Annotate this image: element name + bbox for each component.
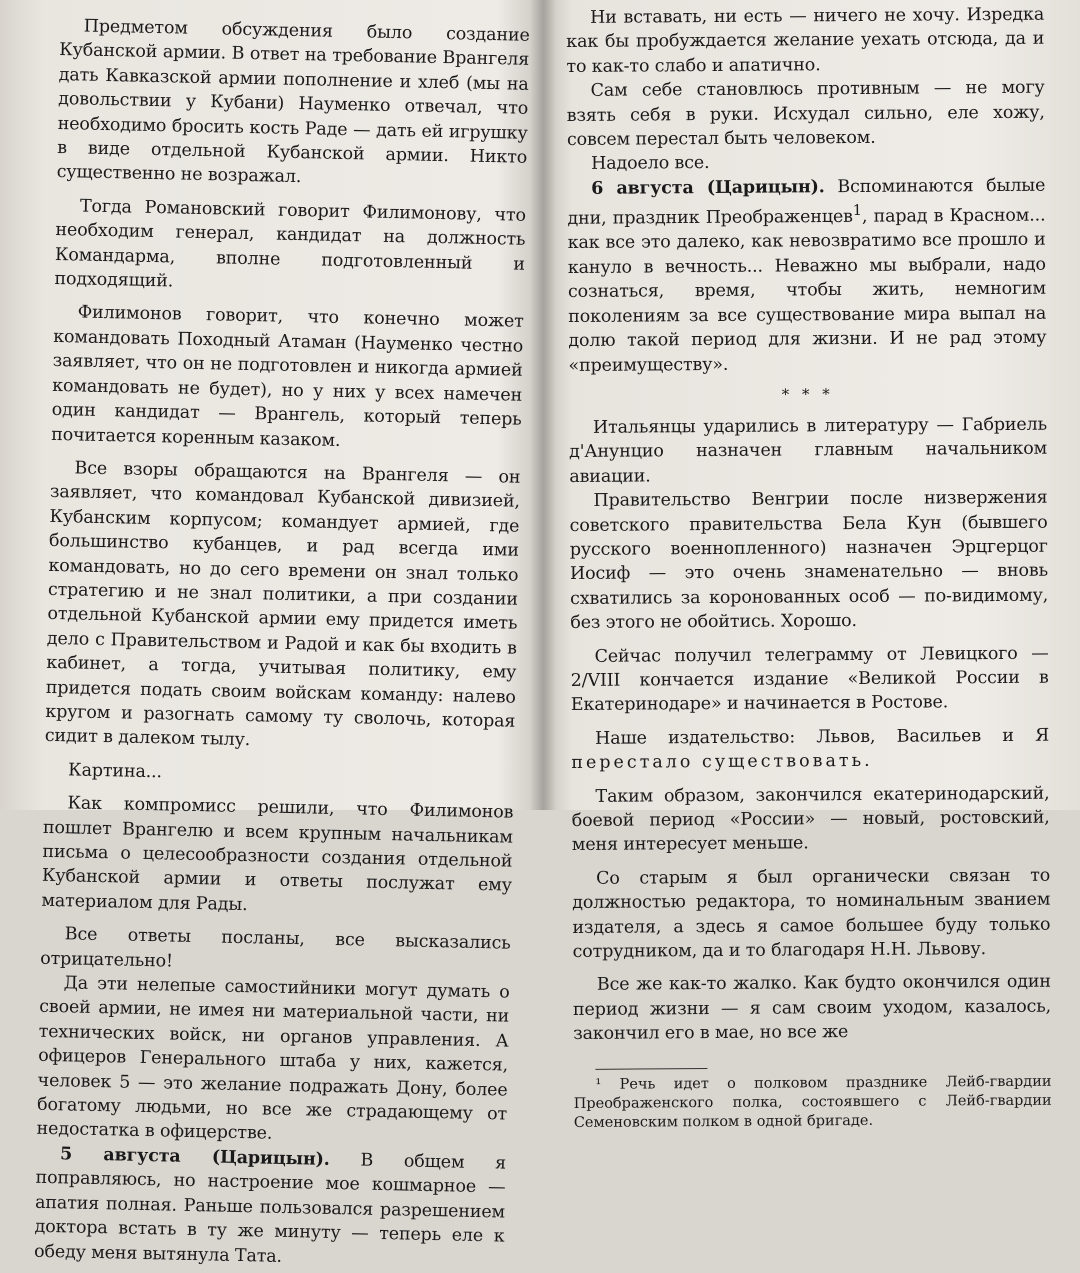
paragraph-continuation: Ни вставать, ни есть — ничего не хочу. Изредка как бы пробуждается желание уехать отсюда, да и то как-то слабо и апатично. — [566, 4, 1045, 77]
paragraph: Тогда Романовский говорит Филимонову, что необходим генерал, кандидат на должность Командарма, вполне подготовленный и подходящий. — [54, 196, 527, 292]
dated-entry — [34, 1142, 506, 1273]
section-separator: * * * — [781, 385, 834, 404]
paragraph: Все же как-то жалко. Как будто окончился один период жизни — я сам своим уходом, казалось, закончил его в мае, но все же — [572, 972, 1052, 1045]
paragraph: Правительство Венгрии после низвержения советского правительства Бела Кун (бывшего русского военнопленного) назначен Эрцгерцог Иосиф — это очень знаменательно — вновь схватились за коронованных особ — по-видимому, без этого не обойтись. Хорошо. — [569, 487, 1049, 634]
right-page — [552, 0, 1080, 1131]
paragraph: Да эти нелепые самостийники могут думать о своей армии, не имея ни материальной части, ни технических войск, ни органов управления. А офицеров Генерального штаба у них, кажется, человек 5 — это желание подражать Дону, более богатому людьми, но все же страдающему от недостатка в офицерстве. — [36, 973, 510, 1145]
left-page — [0, 0, 540, 1267]
entry-date: 5 августа (Царицын). — [59, 1144, 330, 1170]
publishing-end: . — [864, 751, 870, 772]
paragraph: Как компромисс решили, что Филимонов пошлет Врангелю и всем крупным начальникам письма о целесообразности создания отдельной Кубанской армии и ответы послужат ему материалом для Рады. — [41, 793, 514, 915]
entry-text-continued: , парад в Красном... как все это далеко, как невозвратимо все прошло и кануло в вечность... Неважно мы выбрали, надо сознаться, время, чтобы жить, немногим поколениям за все существование мира выпал на долю такой период для жизни. И не рад этому «преимуществу». — [567, 205, 1047, 376]
paragraph: Сейчас получил телеграмму от Левицкого — 2/VIII кончается издание «Великой России в Екатеринодаре» и начинается в Ростове. — [570, 643, 1049, 716]
right-page-text — [566, 3, 1052, 1133]
publishing-spaced-text: перестало существовать — [571, 751, 865, 774]
publishing-text: Наше издательство: Львов, Васильев и Я — [595, 725, 1050, 749]
left-page-text — [34, 14, 530, 1273]
paragraph: Картина... — [67, 760, 163, 783]
paragraph-publishing — [571, 723, 1049, 775]
footnote-rule — [595, 1068, 707, 1070]
footnote: ¹ Речь идет о полковом празднике Лейб-гвардии Преображенского полка, состоявшего с Лейб-гвардии Семеновским полком в одной бригаде. — [573, 1073, 1052, 1131]
paragraph: Таким образом, закончился екатеринодарский, боевой период «России» — новый, ростовский, меня интересует меньше. — [571, 783, 1050, 856]
paragraph: Сам себе становлюсь противным — не могу взять себя в руки. Исхудал сильно, еле хожу, совсем перестал быть человеком. — [566, 77, 1045, 151]
entry-date: 6 августа (Царицын). — [591, 177, 825, 199]
entry-text: В общем я поправляюсь, но настроение мое кошмарное — апатия полная. Раньше пользовался разрешением доктора встать в ту же минуту — теперь еле к обеду меня вытянула Тата. — [33, 1150, 507, 1267]
footnote-mark: 1 — [852, 202, 862, 220]
entry-text: Вспоминаются былые дни, праздник Преображенцев — [567, 175, 1046, 230]
paragraph: Все взоры обращаются на Врангеля — он заявляет, что командовал Кубанской дивизией, Кубанским корпусом; командует армией, где большинство кубанцев, и рад всегда ими командовать, но до сего времени он знал только стратегию и не знал политики, а при создании отдельной Кубанской армии ему придется иметь дело с Правительством и Радой и как бы входить в кабинет, а тогда, учитывая политику, ему придется подать своим войскам команду: налево кругом и разогнать самому ту сволочь, которая сидит в далеком тылу. — [44, 458, 521, 751]
paragraph: Надоело все. — [591, 153, 710, 175]
paragraph: Итальянцы ударились в литературу — Габриель д'Анунцио назначен главным начальником авиации. — [569, 414, 1048, 487]
paragraph: Предметом обсуждения было создание Кубанской армии. В ответ на требование Врангеля дать Кавказской армии пополнение и хлеб (мы на довольствии у Кубани) Науменко отвечал, что необходимо бросить кость Раде — дать ей игрушку в виде отдельной Кубанской армии. Никто существенно не возражал. — [56, 16, 530, 188]
dated-entry — [567, 174, 1046, 378]
paragraph: Все ответы посланы, все высказались отрицательно! — [40, 924, 511, 972]
paragraph: Со старым я был органически связан то должностью редактора, то номинальным званием издателя, а здесь я самое большее буду только сотрудником, да и то благодаря Н.Н. Львову. — [572, 865, 1051, 963]
paragraph: Филимонов говорит, что конечно может командовать Походный Атаман (Науменко честно заявляет, что он не подготовлен и никогда армией командовать не будет), но у них у всех намечен один кандидат — Врангель, который теперь почитается коренным казаком. — [50, 302, 524, 451]
